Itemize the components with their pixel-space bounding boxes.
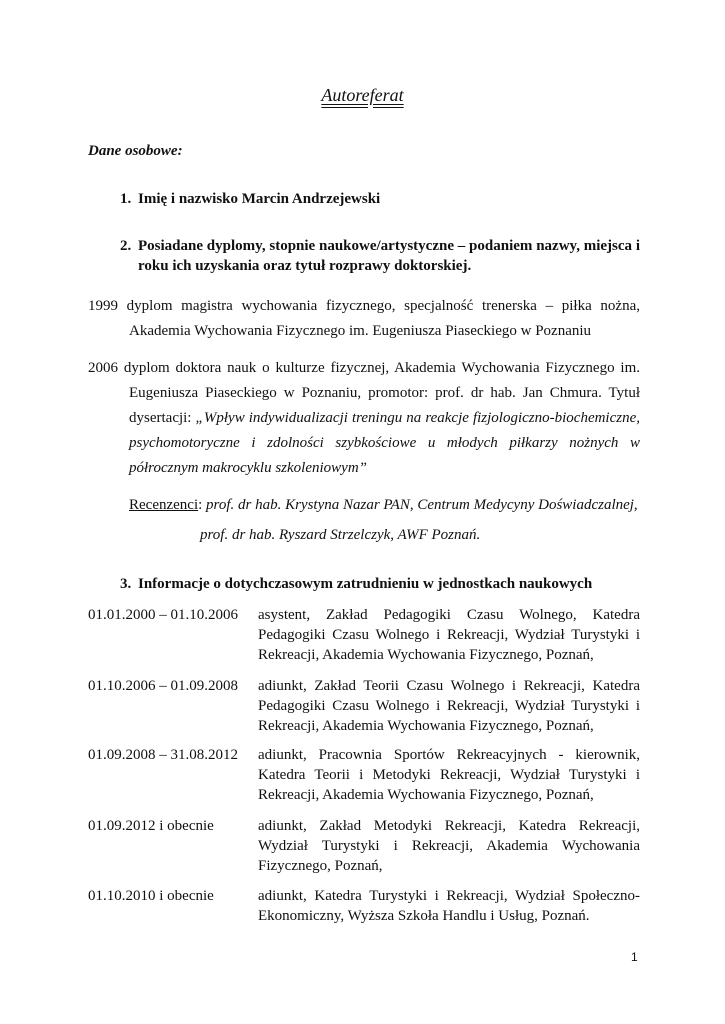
diploma-1999-text: 1999 dyplom magistra wychowania fizycznego, specjalność trenerska – piłka nożna, Akademia Wychowania Fizycznego im. Eugeniusza Piaseckiego w Poznaniu <box>88 298 640 339</box>
employment-description: adiunkt, Zakład Metodyki Rekreacji, Katedra Rekreacji, Wydział Turystyki i Rekreacji, Akademia Wychowania Fizycznego, Poznań, <box>258 818 640 874</box>
document-title: Autoreferat <box>321 85 404 105</box>
reviewer-1: prof. dr hab. Krystyna Nazar PAN, Centrum Medycyny Doświadczalnej, <box>206 497 638 513</box>
reviewers-block <box>129 490 649 550</box>
employment-description: adiunkt, Zakład Teorii Czasu Wolnego i Rekreacji, Katedra Pedagogiki Czasu Wolnego i Rekreacji, Wydział Turystyki i Rekreacji, Akademia Wychowania Fizycznego, Poznań, <box>258 678 640 734</box>
table-row <box>88 745 640 805</box>
list-item-employment <box>120 574 640 594</box>
employment-description: adiunkt, Katedra Turystyki i Rekreacji, Wydział Społeczno-Ekonomiczny, Wyższa Szkoła Handlu i Usług, Poznań. <box>258 888 640 924</box>
section-label-personal: Dane osobowe: <box>88 143 183 159</box>
list-item-diplomas <box>120 236 640 276</box>
employment-period: 01.01.2000 – 01.10.2006 <box>88 607 238 623</box>
reviewers-colon: : <box>198 497 207 513</box>
list-item-name <box>120 189 640 209</box>
diploma-1999 <box>88 294 640 344</box>
page-number: 1 <box>631 950 638 964</box>
diploma-2006 <box>88 356 640 481</box>
list-item-text: Imię i nazwisko Marcin Andrzejewski <box>138 191 381 207</box>
table-row <box>88 605 640 665</box>
table-row <box>88 676 640 736</box>
employment-description: adiunkt, Pracownia Sportów Rekreacyjnych - kierownik, Katedra Teorii i Metodyki Rekreacji, Wydział Turystyki i Rekreacji, Akademia Wychowania Fizycznego, Poznań, <box>258 747 640 803</box>
table-row <box>88 816 640 876</box>
diploma-2006-text <box>88 356 640 481</box>
list-number: 3. <box>120 576 132 592</box>
list-number: 2. <box>120 238 132 254</box>
employment-period: 01.09.2012 i obecnie <box>88 818 214 834</box>
diploma-2006-plain: 2006 dyplom doktora nauk o kulturze fizycznej, Akademia Wychowania Fizycznego im. Eugeniusza Piaseckiego w Poznaniu, promotor: prof. dr hab. Jan Chmura. Tytuł dysertacji: <box>88 360 640 426</box>
employment-period: 01.09.2008 – 31.08.2012 <box>88 747 238 763</box>
list-number: 1. <box>120 191 132 207</box>
dissertation-title: „Wpływ indywidualizacji treningu na reakcje fizjologiczno-biochemiczne, psychomotoryczne i zdolności szybkościowe u młodych piłkarzy nożnych w półrocznym makrocyklu szkoleniowym” <box>129 410 640 476</box>
employment-description: asystent, Zakład Pedagogiki Czasu Wolnego, Katedra Pedagogiki Czasu Wolnego i Rekreacji, Wydział Turystyki i Rekreacji, Akademia Wychowania Fizycznego, Poznań, <box>258 607 640 663</box>
employment-period: 01.10.2006 – 01.09.2008 <box>88 678 238 694</box>
list-item-text: Posiadane dyplomy, stopnie naukowe/artystyczne – podaniem nazwy, miejsca i roku ich uzyskania oraz tytuł rozprawy doktorskiej. <box>138 238 640 274</box>
reviewers-label: Recenzenci <box>129 497 199 513</box>
table-row <box>88 886 640 926</box>
employment-period: 01.10.2010 i obecnie <box>88 888 214 904</box>
reviewer-2: prof. dr hab. Ryszard Strzelczyk, AWF Poznań. <box>200 527 481 543</box>
reviewer-line-1 <box>129 490 649 520</box>
list-item-text: Informacje o dotychczasowym zatrudnieniu w jednostkach naukowych <box>138 576 593 592</box>
